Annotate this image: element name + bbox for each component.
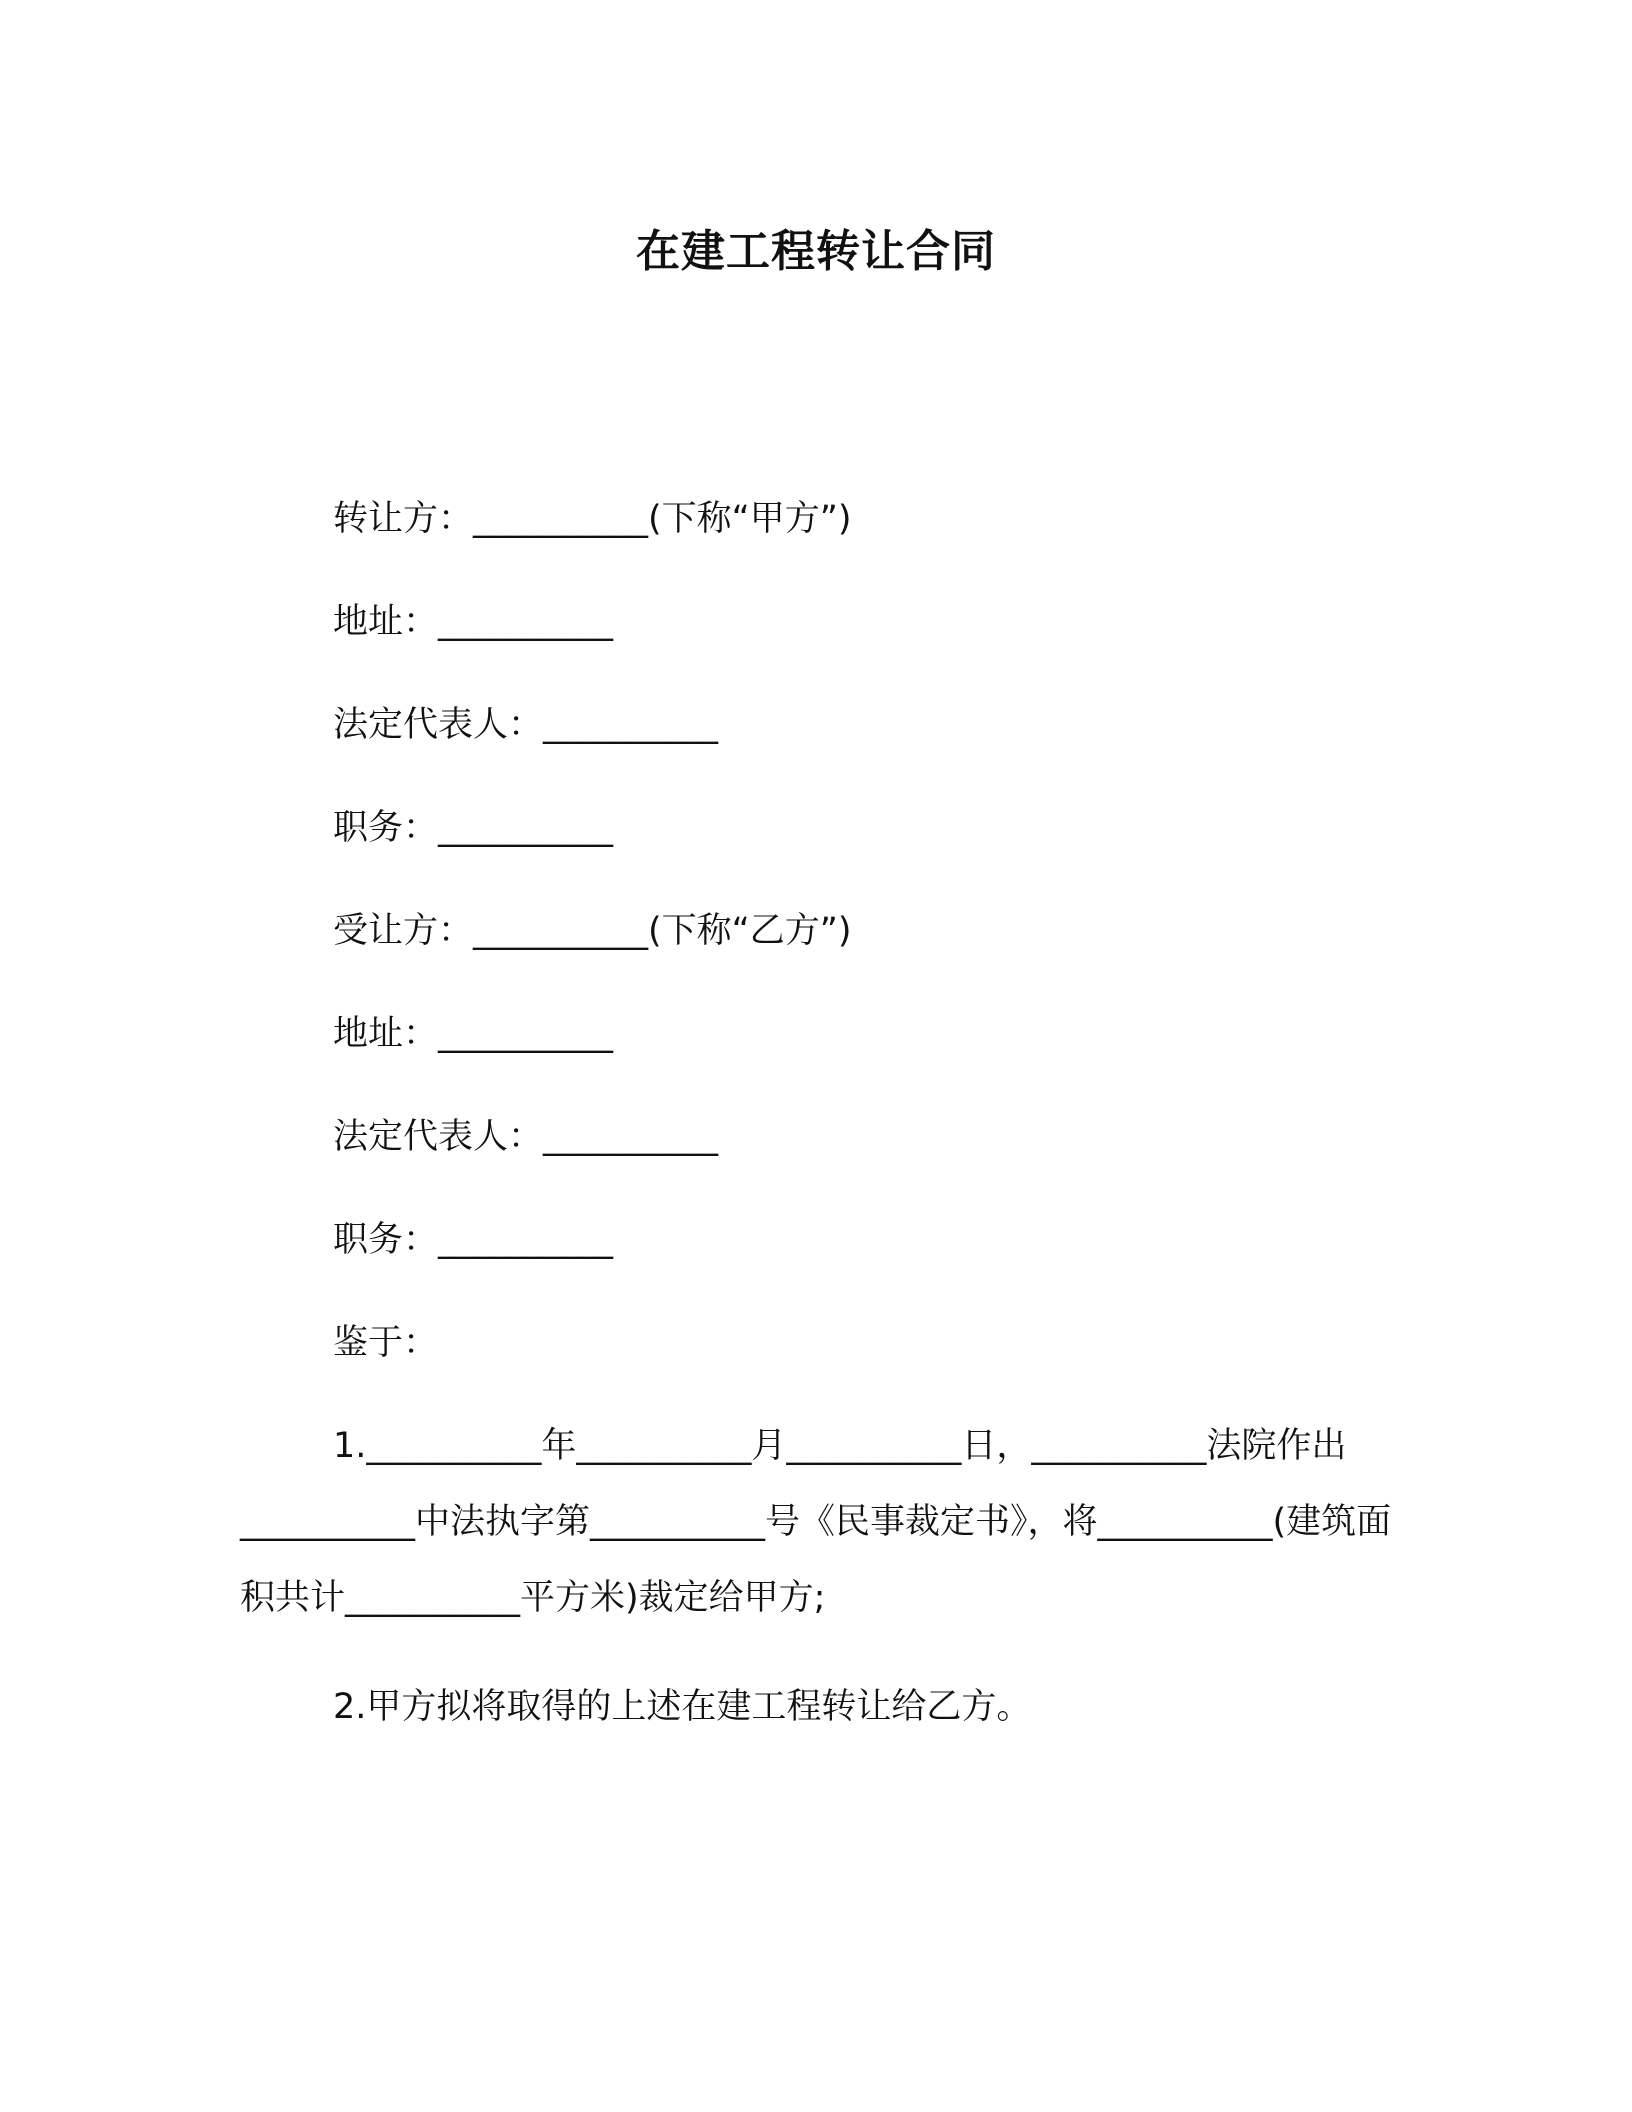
clause-1 (240, 1408, 1400, 1636)
document-title: 在建工程转让合同 (636, 226, 996, 277)
clause-2: 2.甲方拟将取得的上述在建工程转让给乙方。 (333, 1687, 1032, 1727)
transferee-legal-rep-line: 法定代表人：__________ (333, 1117, 719, 1157)
transferor-line: 转让方：__________(下称“甲方”) (333, 499, 852, 539)
transferee-position-line: 职务：__________ (333, 1220, 614, 1260)
transferor-address-line: 地址：__________ (333, 602, 614, 642)
transferee-address-line: 地址：__________ (333, 1014, 614, 1054)
transferor-legal-rep-line: 法定代表人：__________ (333, 705, 719, 745)
clause-1-text: 1.__________年__________月__________日，__________法院作出__________中法执字第__________号《民事裁定书》，将__________(建筑面积共计__________平方米)裁定给甲方; (240, 1426, 1392, 1618)
transferor-position-line: 职务：__________ (333, 808, 614, 848)
whereas-label: 鉴于： (333, 1323, 439, 1363)
transferee-line: 受让方：__________(下称“乙方”) (333, 911, 852, 951)
